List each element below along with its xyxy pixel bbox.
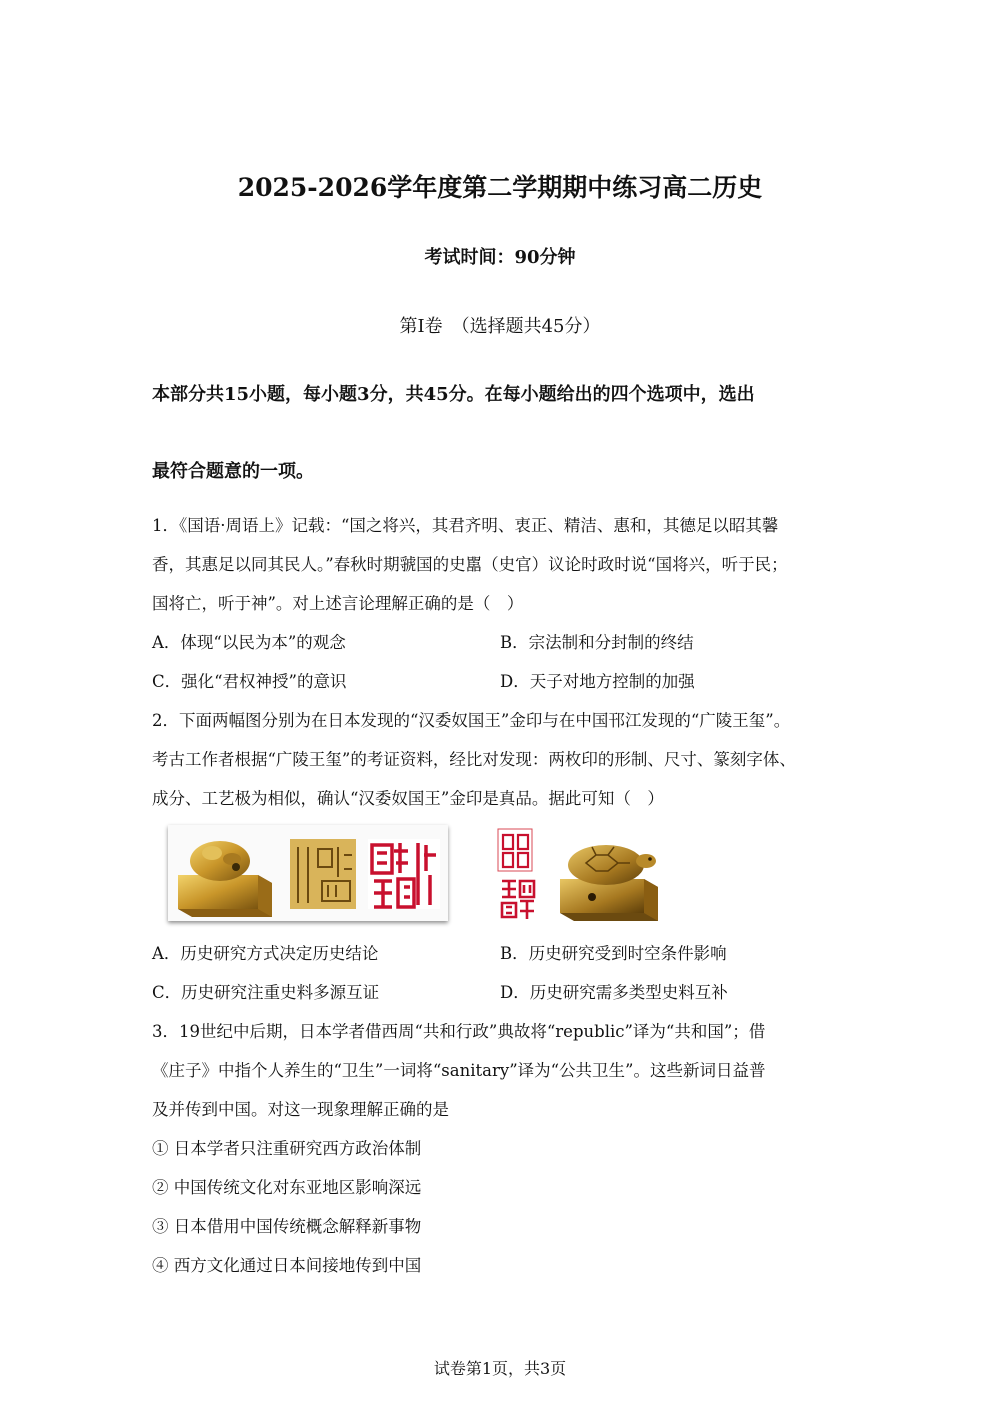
q3-stem-line-3: 及并传到中国。对这一现象理解正确的是 [152, 1100, 449, 1119]
page-title: 2025-2026学年度第二学期期中练习高二历史 [237, 173, 763, 202]
q2-option-b: B．历史研究受到时空条件影响 [500, 944, 727, 963]
q1-stem-line-2: 香，其惠足以同其民人。”春秋时期虢国的史嚚（史官）议论时政时说“国将兴，听于民； [152, 555, 788, 574]
q3-statement-1: ① 日本学者只注重研究西方政治体制 [152, 1139, 422, 1158]
guangling-seal-figure [494, 823, 670, 923]
q3-statement-3: ③ 日本借用中国传统概念解释新事物 [152, 1217, 422, 1236]
q3-stem-line-1: 3．19世纪中后期，日本学者借西周“共和行政”典故将“republic”译为“共和国”；借 [152, 1022, 766, 1041]
page-footer: 试卷第1页，共3页 [433, 1359, 567, 1378]
q2-stem-line-1: 2．下面两幅图分别为在日本发现的“汉委奴国王”金印与在中国邗江发现的“广陵王玺”。 [152, 711, 791, 730]
section-heading: 第Ⅰ卷 （选择题共45分） [399, 316, 601, 337]
q3-statement-2: ② 中国传统文化对东亚地区影响深远 [152, 1178, 422, 1197]
q2-stem-line-2: 考古工作者根据“广陵王玺”的考证资料，经比对发现：两枚印的形制、尺寸、篆刻字体、 [152, 750, 796, 769]
q1-option-c: C．强化“君权神授”的意识 [152, 672, 347, 691]
q1-option-d: D．天子对地方控制的加强 [500, 672, 695, 691]
gold-seal-figure [168, 825, 448, 921]
q3-statement-4: ④ 西方文化通过日本间接地传到中国 [152, 1256, 422, 1275]
q1-stem-line-3: 国将亡，听于神”。对上述言论理解正确的是（ ） [152, 594, 524, 613]
q2-stem-line-3: 成分、工艺极为相似，确认“汉委奴国王”金印是真品。据此可知（ ） [152, 789, 664, 808]
q3-stem-line-2: 《庄子》中指个人养生的“卫生”一词将“sanitary”译为“公共卫生”。这些新词日益普 [152, 1061, 766, 1080]
exam-time: 考试时间：90分钟 [424, 247, 576, 268]
instructions-line-2: 最符合题意的一项。 [152, 461, 314, 482]
instructions-line-1: 本部分共15小题，每小题3分，共45分。在每小题给出的四个选项中，选出 [152, 384, 755, 405]
q2-option-d: D．历史研究需多类型史料互补 [500, 983, 728, 1002]
q2-option-c: C．历史研究注重史料多源互证 [152, 983, 380, 1002]
q1-option-a: A．体现“以民为本”的观念 [152, 633, 346, 652]
q1-option-b: B．宗法制和分封制的终结 [500, 633, 694, 652]
q1-stem-line-1: 1．《国语·周语上》记载：“国之将兴，其君齐明、衷正、精洁、惠和，其德足以昭其馨 [152, 516, 779, 535]
q2-option-a: A．历史研究方式决定历史结论 [152, 944, 379, 963]
